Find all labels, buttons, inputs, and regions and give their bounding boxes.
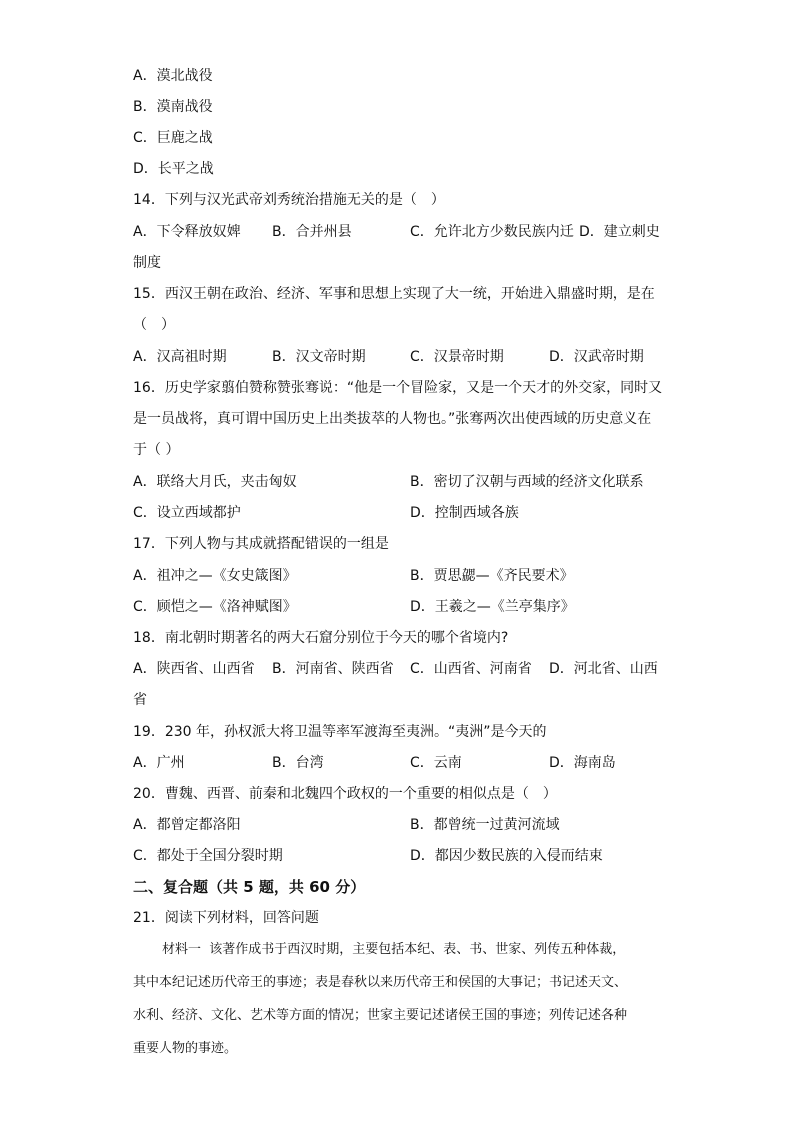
q13-option-c: C．巨鹿之战 (133, 130, 213, 146)
q20-option-a: A．都曾定都洛阳 (133, 817, 241, 833)
q16-stem-line1: 16．历史学家翦伯赞称赞张骞说：“他是一个冒险家，又是一个天才的外交家，同时又 (133, 380, 663, 396)
q14-option-b: B．合并州县 (272, 224, 352, 240)
q16-stem-line2: 是一员战将，真可谓中国历史上出类拔萃的人物也。”张骞两次出使西域的历史意义在 (133, 411, 652, 427)
q20-option-d: D．都因少数民族的入侵而结束 (410, 848, 603, 864)
q18-option-a: A．陕西省、山西省 (133, 661, 255, 677)
q17-option-b: B．贾思勰—《齐民要术》 (410, 568, 574, 584)
q16-stem-line3: 于（ ） (133, 442, 180, 458)
q16-option-c: C．设立西域都护 (133, 505, 241, 521)
q21-stem: 21．阅读下列材料，回答问题 (133, 910, 319, 926)
q19-option-a: A．广州 (133, 755, 185, 771)
q19-option-d: D．海南岛 (549, 755, 616, 771)
q15-option-b: B．汉文帝时期 (272, 349, 366, 365)
q17-stem: 17．下列人物与其成就搭配错误的一组是 (133, 536, 389, 552)
q15-option-d: D．汉武帝时期 (549, 349, 644, 365)
q19-option-c: C．云南 (410, 755, 462, 771)
q17-option-d: D．王羲之—《兰亭集序》 (410, 599, 575, 615)
q21-material-line4: 重要人物的事迹。 (133, 1041, 238, 1056)
q13-option-a: A．漠北战役 (133, 68, 213, 84)
q19-option-b: B．台湾 (272, 755, 324, 771)
q20-option-b: B．都曾统一过黄河流域 (410, 817, 560, 833)
q16-option-d: D．控制西域各族 (410, 505, 519, 521)
q17-option-a: A．祖冲之—《女史箴图》 (133, 568, 297, 584)
q17-option-c: C．顾恺之—《洛神赋图》 (133, 599, 297, 615)
q18-option-d: D．河北省、山西 (549, 661, 658, 677)
q15-option-c: C．汉景帝时期 (410, 349, 504, 365)
q18-option-d-continued: 省 (133, 692, 147, 708)
q18-option-c: C．山西省、河南省 (410, 661, 532, 677)
q15-stem-continued: （ ） (133, 317, 175, 333)
q13-option-b: B．漠南战役 (133, 99, 213, 115)
q20-option-c: C．都处于全国分裂时期 (133, 848, 283, 864)
q18-option-b: B．河南省、陕西省 (272, 661, 394, 677)
q15-stem: 15．西汉王朝在政治、经济、军事和思想上实现了大一统，开始进入鼎盛时期，是在 (133, 286, 655, 302)
q15-option-a: A．汉高祖时期 (133, 349, 227, 365)
q14-option-c: C．允许北方少数民族内迁 (410, 224, 574, 240)
q13-option-d: D．长平之战 (133, 161, 214, 177)
section-heading: 二、复合题（共 5 题，共 60 分） (133, 878, 366, 896)
q14-stem: 14．下列与汉光武帝刘秀统治措施无关的是（ ） (133, 192, 445, 208)
q16-option-a: A．联络大月氏，夹击匈奴 (133, 474, 297, 490)
q14-option-d: D．建立刺史 (579, 224, 660, 240)
q14-option-a: A．下令释放奴婢 (133, 224, 241, 240)
q20-stem: 20．曹魏、西晋、前秦和北魏四个政权的一个重要的相似点是（ ） (133, 786, 557, 802)
q14-option-d-continued: 制度 (133, 255, 161, 271)
q16-option-b: B．密切了汉朝与西域的经济文化联系 (410, 474, 644, 490)
q19-stem: 19．230 年，孙权派大将卫温等率军渡海至夷洲。“夷洲”是今天的 (133, 724, 547, 740)
q21-material-line1: 材料一 该著作成书于西汉时期，主要包括本纪、表、书、世家、列传五种体裁， (162, 942, 626, 957)
q18-stem: 18．南北朝时期著名的两大石窟分别位于今天的哪个省境内? (133, 630, 509, 646)
q21-material-line3: 水利、经济、文化、艺术等方面的情况；世家主要记述诸侯王国的事迹；列传记述各种 (133, 1008, 628, 1023)
q21-material-line2: 其中本纪记述历代帝王的事迹；表是春秋以来历代帝王和侯国的大事记；书记述天文、 (133, 975, 628, 990)
